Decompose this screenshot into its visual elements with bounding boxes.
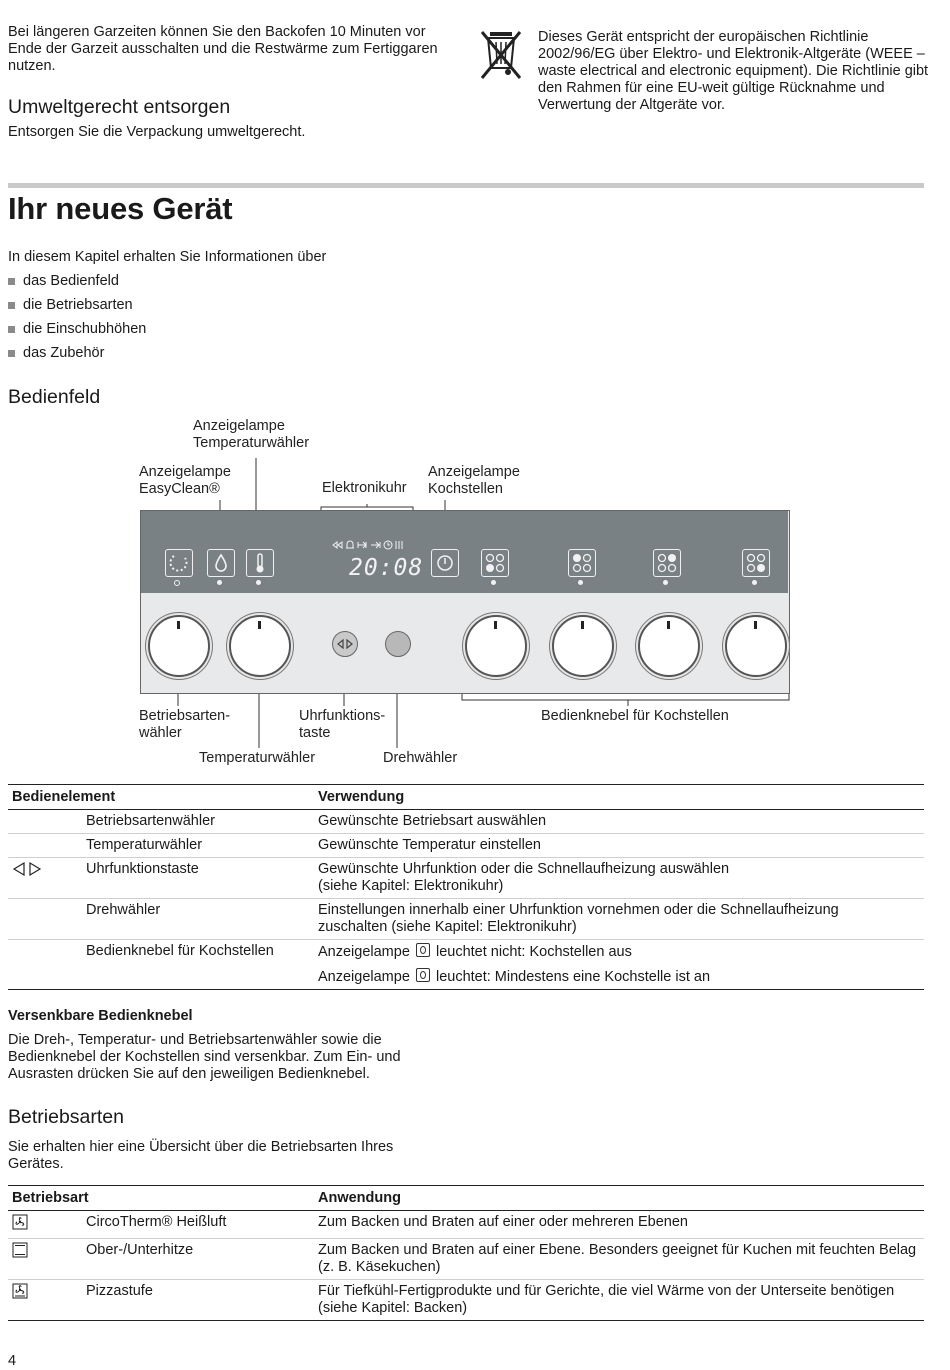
rotary-selector[interactable] — [385, 631, 411, 657]
hob-indicator-4 — [742, 549, 770, 577]
hob-indicator-2 — [568, 549, 596, 577]
thermometer-icon — [247, 550, 273, 576]
hob-front-right-icon — [743, 550, 769, 576]
label-easyclean-lamp: Anzeigelampe EasyClean® — [139, 464, 231, 497]
hob-lamp-icon — [416, 968, 430, 982]
steam-indicator — [207, 549, 235, 577]
control-elements-table-wrap — [8, 784, 924, 990]
hob-lamp-2 — [578, 580, 583, 585]
clock-function-button-icon — [12, 861, 42, 877]
hob-rear-right-icon — [654, 550, 680, 576]
clock-display: 20:08 — [349, 555, 424, 581]
hob-front-left-icon — [482, 550, 508, 576]
top-bottom-heat-icon — [12, 1242, 28, 1258]
operating-modes-intro: Sie erhalten hier eine Übersicht über die Betriebsarten Ihres Gerätes. — [8, 1139, 394, 1172]
list-item: das Bedienfeld — [8, 273, 608, 297]
list-item: die Einschubhöhen — [8, 321, 608, 345]
table-header-element: Bedienelement — [8, 785, 314, 810]
disposal-heading: Umweltgerecht entsorgen — [8, 96, 231, 118]
table-header-use: Verwendung — [314, 785, 924, 810]
clock-function-button[interactable] — [332, 631, 358, 657]
hob-lamp-1 — [491, 580, 496, 585]
table-header-mode: Betriebsart — [8, 1186, 314, 1211]
hob-lamp-indicator — [431, 549, 459, 577]
hob-lamp-icon — [416, 943, 430, 957]
operating-modes-heading: Betriebsarten — [8, 1106, 124, 1128]
mode-selector-knob[interactable] — [148, 615, 210, 677]
chapter-intro — [8, 249, 608, 369]
retractable-knobs-text: Die Dreh-, Temperatur- und Betriebsartenwähler sowie die Bedienknebel der Kochstellen sind versenkbar. Zum Ein- und Ausrasten drücken Sie auf den jeweiligen Bedienknebel. — [8, 1032, 401, 1082]
chapter-title: Ihr neues Gerät — [8, 191, 233, 226]
temperature-indicator — [246, 549, 274, 577]
table-row: Temperaturwähler Gewünschte Temperatur einstellen — [8, 834, 924, 858]
water-drop-icon — [208, 550, 234, 576]
hob-lamp-4 — [752, 580, 757, 585]
easyclean-indicator — [165, 549, 193, 577]
hob-rear-left-icon — [569, 550, 595, 576]
retractable-knobs-heading: Versenkbare Bedienknebel — [8, 1008, 193, 1024]
control-elements-table — [8, 784, 924, 990]
cooker-panel — [140, 510, 790, 694]
hob-knob-1[interactable] — [465, 615, 527, 677]
label-clock-button: Uhrfunktions- taste — [299, 708, 386, 741]
label-temperature-lamp: Anzeigelampe Temperaturwähler — [193, 418, 310, 451]
indicator-strip — [141, 511, 788, 593]
label-temperature-selector: Temperaturwähler — [199, 750, 316, 766]
disposal-text: Entsorgen Sie die Verpackung umweltgerecht. — [8, 124, 306, 140]
label-rotary-selector: Drehwähler — [383, 750, 458, 766]
table-row: Betriebsartenwähler Gewünschte Betriebsart auswählen — [8, 810, 924, 834]
control-panel-diagram — [0, 410, 950, 780]
hob-knob-2[interactable] — [552, 615, 614, 677]
table-row: Ober-/Unterhitze Zum Backen und Braten auf einer Ebene. Besonders geeignet für Kuchen mit feuchten Belag (z. B. Käsekuchen) — [8, 1239, 924, 1280]
hob-knob-4[interactable] — [725, 615, 787, 677]
bullet-square-icon — [8, 278, 15, 285]
label-hob-lamp: Anzeigelampe Kochstellen — [428, 464, 520, 497]
table-row: Pizzastufe Für Tiefkühl-Fertigprodukte und für Gerichte, die viel Wärme von der Unterseite benötigen (siehe Kapitel: Backen) — [8, 1280, 924, 1321]
hob-indicator-1 — [481, 549, 509, 577]
bedienfeld-heading: Bedienfeld — [8, 386, 101, 408]
crossed-out-wheelie-bin-icon — [476, 28, 526, 84]
list-item: die Betriebsarten — [8, 297, 608, 321]
temperature-lamp — [256, 580, 261, 585]
label-mode-selector: Betriebsarten- wähler — [139, 708, 231, 741]
hob-lamp-icon — [432, 550, 458, 576]
pizza-setting-icon — [12, 1283, 28, 1299]
table-row: Uhrfunktionstaste Gewünschte Uhrfunktion oder die Schnellaufheizung auswählen (siehe Kapitel: Elektronikuhr) — [8, 858, 924, 899]
list-item: das Zubehör — [8, 345, 608, 369]
bullet-square-icon — [8, 302, 15, 309]
table-row: Drehwähler Einstellungen innerhalb einer Uhrfunktion vornehmen oder die Schnellaufheizung zuschalten (siehe Kapitel: Elektronikuhr) — [8, 899, 924, 940]
label-hob-knobs: Bedienknebel für Kochstellen — [541, 708, 729, 724]
chapter-divider — [8, 183, 924, 188]
hob-indicator-3 — [653, 549, 681, 577]
intro-paragraph: Bei längeren Garzeiten können Sie den Backofen 10 Minuten vor Ende der Garzeit ausschalten und die Restwärme zum Fertiggaren nutzen. — [8, 24, 438, 74]
chapter-bullet-list — [8, 273, 608, 369]
operating-modes-table-wrap — [8, 1185, 924, 1321]
table-row: CircoTherm® Heißluft Zum Backen und Braten auf einer oder mehreren Ebenen — [8, 1211, 924, 1239]
easyclean-icon — [166, 550, 192, 576]
table-row: Bedienknebel für Kochstellen Anzeigelampe leuchtet nicht: Kochstellen aus Anzeigelampe leuchtet: Mindestens eine Kochstelle ist an — [8, 940, 924, 990]
table-header-application: Anwendung — [314, 1186, 924, 1211]
weee-text: Dieses Gerät entspricht der europäischen Richtlinie 2002/96/EG über Elektro- und Elektronik-Altgeräte (WEEE – waste electrical and electronic equipment). Die Richtlinie gibt den Rahmen für eine EU-weit gültige Rücknahme und Verwertung der Altgeräte vor. — [538, 29, 929, 113]
intro-left-column — [8, 24, 456, 141]
hob-knob-3[interactable] — [638, 615, 700, 677]
temperature-selector-knob[interactable] — [229, 615, 291, 677]
easyclean-lamp-off — [174, 580, 180, 586]
circotherm-fan-icon — [12, 1214, 28, 1230]
steam-lamp — [217, 580, 222, 585]
hob-lamp-3 — [663, 580, 668, 585]
label-electronic-clock: Elektronikuhr — [322, 480, 407, 496]
page-number: 4 — [8, 1353, 17, 1369]
bullet-square-icon — [8, 350, 15, 357]
operating-modes-table — [8, 1185, 924, 1321]
clock-function-icons — [331, 539, 411, 551]
bullet-square-icon — [8, 326, 15, 333]
clock-function-button-icon — [333, 632, 357, 656]
chapter-intro-text: In diesem Kapitel erhalten Sie Informationen über — [8, 249, 327, 265]
